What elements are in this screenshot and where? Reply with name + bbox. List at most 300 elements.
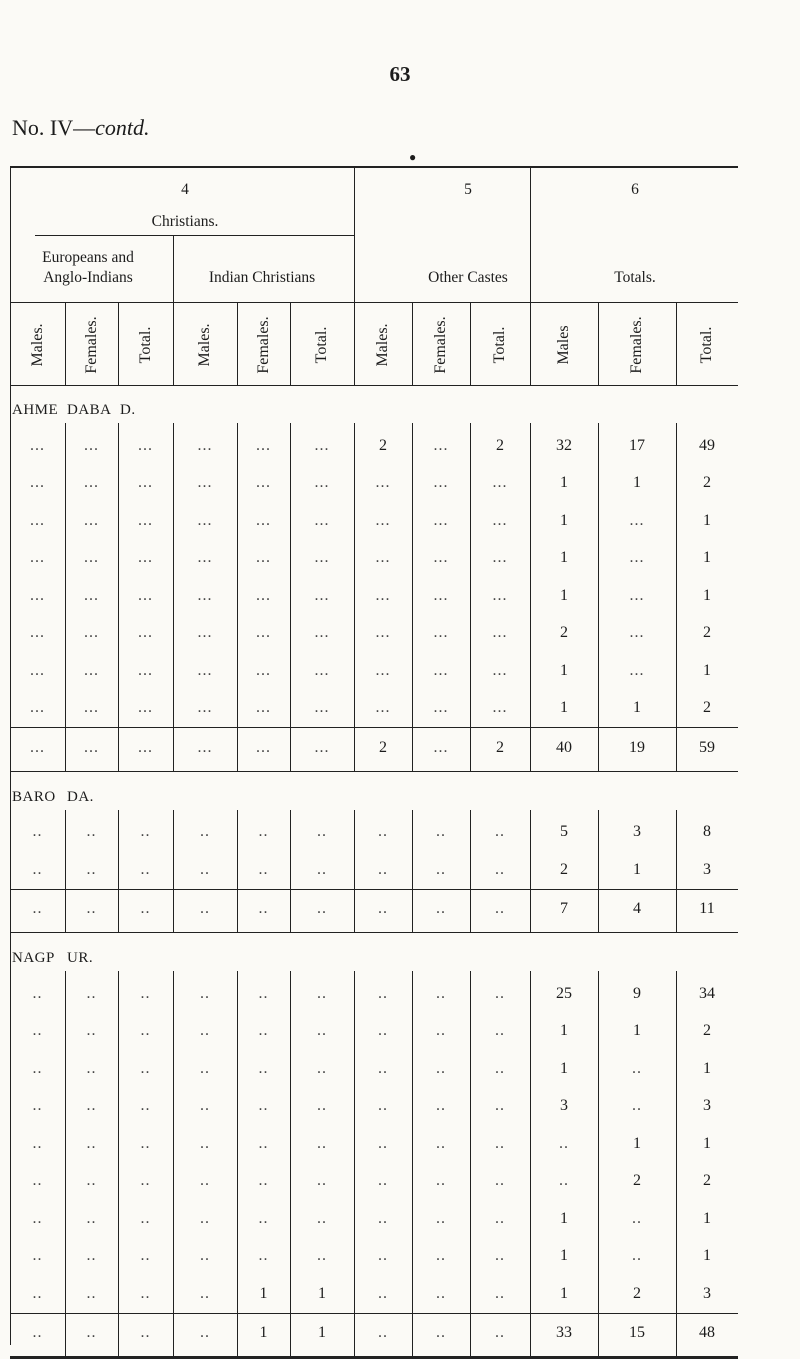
table-cell: ... <box>314 436 330 454</box>
indian-christians-header: Indian Christians <box>208 269 316 286</box>
column-rule <box>354 810 355 933</box>
table-cell: ... <box>138 699 153 717</box>
column-rule <box>290 423 291 771</box>
europeans-header <box>42 248 134 288</box>
table-cell: .. <box>378 1022 388 1040</box>
column-rule <box>676 971 677 1356</box>
table-cell: .. <box>632 1209 642 1227</box>
table-cell: 2 <box>703 1172 711 1190</box>
table-cell: 2 <box>703 1022 711 1040</box>
table-cell: ... <box>30 436 45 454</box>
column-rule <box>470 302 471 385</box>
column-rule <box>65 810 66 933</box>
table-cell: .. <box>317 1209 327 1227</box>
table-cell: 1 <box>560 661 568 679</box>
table-cell: ... <box>197 624 213 642</box>
table-cell: ... <box>30 511 45 529</box>
table-cell: .. <box>317 1059 327 1077</box>
table-cell: 1 <box>560 1059 568 1077</box>
table-cell: .. <box>436 1284 446 1302</box>
table-cell: .. <box>495 1059 505 1077</box>
table-cell: ... <box>256 436 271 454</box>
table-cell: ... <box>197 661 213 679</box>
total-cell: 4 <box>633 900 641 918</box>
table-cell: ... <box>492 624 508 642</box>
table-cell: 1 <box>703 1247 711 1265</box>
table-cell: .. <box>200 860 210 878</box>
table-cell: ... <box>84 624 99 642</box>
column-rule <box>173 810 174 933</box>
col4-number: 4 <box>181 181 189 198</box>
table-cell: 1 <box>560 586 568 604</box>
table-cell: ... <box>375 624 391 642</box>
rule <box>10 771 738 772</box>
table-cell: ... <box>314 511 330 529</box>
table-cell: .. <box>140 823 151 841</box>
table-cell: .. <box>495 984 505 1002</box>
total-cell: 2 <box>379 738 387 756</box>
table-cell: ... <box>314 549 330 567</box>
sub-header-3: Total. <box>136 326 154 364</box>
table-cell: .. <box>436 1134 446 1152</box>
total-cell: .. <box>140 900 151 918</box>
table-cell: .. <box>200 1172 210 1190</box>
table-cell: 32 <box>556 436 572 454</box>
table-cell: .. <box>436 860 446 878</box>
col4-title: Christians. <box>151 213 219 230</box>
col6-number: 6 <box>631 181 639 198</box>
total-cell: .. <box>495 900 505 918</box>
table-cell: 3 <box>560 1097 568 1115</box>
column-rule <box>470 810 471 933</box>
europeans-line2: Anglo-Indians <box>43 269 133 286</box>
column-rule <box>676 423 677 771</box>
rule <box>10 1313 738 1314</box>
table-cell: .. <box>86 984 97 1002</box>
column-rule <box>412 810 413 933</box>
table-cell: .. <box>86 1059 97 1077</box>
total-cell: ... <box>433 738 449 756</box>
table-cell: 2 <box>703 474 711 492</box>
table-cell: .. <box>86 860 97 878</box>
table-cell: .. <box>378 1134 388 1152</box>
table-cell: 1 <box>560 511 568 529</box>
table-cell: 1 <box>703 661 711 679</box>
table-cell: 8 <box>703 823 711 841</box>
column-rule <box>118 971 119 1356</box>
table-cell: .. <box>258 1059 269 1077</box>
sub-header-10: Males <box>555 325 572 365</box>
table-cell: 3 <box>703 1097 711 1115</box>
table-cell: .. <box>200 1284 210 1302</box>
table-cell: .. <box>86 1247 97 1265</box>
column-rule <box>598 971 599 1356</box>
table-cell: 2 <box>560 860 568 878</box>
table-cell: 1 <box>633 1022 641 1040</box>
sub-header-11: Females. <box>628 316 645 374</box>
table-cell: .. <box>140 1134 151 1152</box>
column-rule <box>118 423 119 771</box>
column-rule <box>676 302 677 385</box>
rule <box>10 166 738 168</box>
table-cell: .. <box>495 1134 505 1152</box>
total-cell: .. <box>495 1324 505 1342</box>
table-cell: .. <box>559 1172 569 1190</box>
table-cell: ... <box>492 699 508 717</box>
table-cell: .. <box>436 823 446 841</box>
table-cell: 2 <box>703 699 711 717</box>
table-cell: ... <box>314 624 330 642</box>
table-cell: 3 <box>703 1284 711 1302</box>
table-cell: ... <box>629 661 645 679</box>
table-cell: .. <box>140 1284 151 1302</box>
table-cell: 1 <box>633 699 641 717</box>
table-cell: ... <box>492 474 508 492</box>
table-cell: .. <box>200 1022 210 1040</box>
sub-header-2: Females. <box>82 316 100 374</box>
section-name-part: AHME <box>12 402 59 418</box>
table-cell: .. <box>86 823 97 841</box>
table-cell: ... <box>433 661 449 679</box>
total-cell: .. <box>86 900 97 918</box>
table-cell: .. <box>436 1022 446 1040</box>
column-rule <box>173 302 174 385</box>
total-cell: .. <box>378 1324 388 1342</box>
table-cell: ... <box>314 586 330 604</box>
total-cell: .. <box>317 900 327 918</box>
other-castes-header: Other Castes <box>428 269 508 286</box>
column-rule <box>173 971 174 1356</box>
table-cell: .. <box>86 1022 97 1040</box>
total-cell: .. <box>258 900 269 918</box>
section-name-part: UR. <box>67 950 94 966</box>
total-cell: ... <box>84 738 99 756</box>
rule <box>35 235 355 236</box>
table-cell: ... <box>256 474 271 492</box>
column-rule <box>354 302 355 385</box>
table-cell: 9 <box>633 984 641 1002</box>
total-cell: .. <box>436 1324 446 1342</box>
table-cell: .. <box>436 1172 446 1190</box>
total-cell: 1 <box>259 1324 268 1342</box>
table-cell: .. <box>32 1209 43 1227</box>
sub-header-6: Total. <box>313 326 330 364</box>
column-rule <box>354 166 355 302</box>
total-cell: .. <box>32 900 43 918</box>
table-cell: 17 <box>629 436 645 454</box>
table-cell: 1 <box>560 699 568 717</box>
table-cell: .. <box>258 1247 269 1265</box>
column-rule <box>237 423 238 771</box>
table-cell: .. <box>378 823 388 841</box>
column-rule <box>290 302 291 385</box>
table-cell: 1 <box>703 1134 711 1152</box>
table-cell: ... <box>30 549 45 567</box>
table-cell: ... <box>375 661 391 679</box>
column-rule <box>412 971 413 1356</box>
table-cell: .. <box>378 1097 388 1115</box>
table-cell: .. <box>495 1284 505 1302</box>
total-cell: 11 <box>699 900 715 918</box>
table-cell: 1 <box>560 1209 568 1227</box>
table-cell: .. <box>32 1134 43 1152</box>
table-cell: ... <box>138 586 153 604</box>
table-cell: ... <box>433 586 449 604</box>
section-name-part: NAGP <box>12 950 55 966</box>
table-cell: .. <box>378 1059 388 1077</box>
table-cell: .. <box>495 1247 505 1265</box>
table-cell: .. <box>258 984 269 1002</box>
total-cell: ... <box>314 738 330 756</box>
sub-header-8: Females. <box>432 316 449 374</box>
table-cell: .. <box>32 1247 43 1265</box>
table-cell: .. <box>140 1209 151 1227</box>
column-rule <box>412 423 413 771</box>
table-cell: .. <box>140 860 151 878</box>
table-cell: 1 <box>703 586 711 604</box>
table-cell: 1 <box>703 511 711 529</box>
table-cell: 1 <box>560 1022 568 1040</box>
table-cell: ... <box>492 586 508 604</box>
table-cell: .. <box>436 1247 446 1265</box>
table-cell: ... <box>30 624 45 642</box>
table-cell: ... <box>197 549 213 567</box>
rule <box>10 385 738 386</box>
table-cell: ... <box>197 436 213 454</box>
column-rule <box>65 302 66 385</box>
column-rule <box>530 810 531 933</box>
column-rule <box>470 971 471 1356</box>
table-cell: ... <box>492 511 508 529</box>
total-cell: .. <box>378 900 388 918</box>
table-cell: .. <box>32 823 43 841</box>
total-cell: .. <box>86 1324 97 1342</box>
table-cell: .. <box>86 1172 97 1190</box>
table-cell: ... <box>84 661 99 679</box>
table-cell: 1 <box>318 1284 326 1302</box>
table-cell: ... <box>197 474 213 492</box>
table-cell: ... <box>433 511 449 529</box>
table-cell: ... <box>138 624 153 642</box>
table-cell: ... <box>314 474 330 492</box>
page-number: 63 <box>389 62 411 86</box>
table-cell: .. <box>32 984 43 1002</box>
table-cell: .. <box>200 1059 210 1077</box>
table-cell: .. <box>378 1209 388 1227</box>
table-cell: .. <box>32 860 43 878</box>
table-cell: 1 <box>703 1209 711 1227</box>
table-cell: .. <box>258 823 269 841</box>
table-cell: .. <box>436 1059 446 1077</box>
table-cell: .. <box>200 823 210 841</box>
table-cell: .. <box>140 1097 151 1115</box>
table-cell: 1 <box>703 549 711 567</box>
table-cell: ... <box>375 586 391 604</box>
total-cell: 48 <box>699 1324 715 1342</box>
table-cell: .. <box>200 1134 210 1152</box>
column-rule <box>530 302 531 385</box>
table-cell: 2 <box>496 436 504 454</box>
column-rule <box>237 971 238 1356</box>
table-cell: ... <box>138 661 153 679</box>
total-cell: 40 <box>556 738 572 756</box>
table-cell: 1 <box>633 474 641 492</box>
table-cell: .. <box>317 1022 327 1040</box>
table-cell: .. <box>32 1172 43 1190</box>
table-cell: .. <box>86 1097 97 1115</box>
column-rule <box>470 423 471 771</box>
total-cell: ... <box>30 738 45 756</box>
table-cell: .. <box>495 1209 505 1227</box>
table-cell: .. <box>317 984 327 1002</box>
table-cell: .. <box>317 1134 327 1152</box>
section-name-part: DABA <box>67 402 112 418</box>
table-cell: ... <box>138 511 153 529</box>
table-cell: .. <box>140 1022 151 1040</box>
column-rule <box>598 423 599 771</box>
table-cell: .. <box>317 1172 327 1190</box>
table-cell: .. <box>32 1022 43 1040</box>
column-rule <box>354 971 355 1356</box>
total-cell: .. <box>200 1324 210 1342</box>
table-cell: .. <box>258 1097 269 1115</box>
table-cell: .. <box>378 984 388 1002</box>
column-rule <box>173 235 174 302</box>
total-cell: .. <box>32 1324 43 1342</box>
table-caption <box>12 115 150 141</box>
column-rule <box>676 810 677 933</box>
table-cell: 2 <box>379 436 387 454</box>
table-cell: ... <box>84 511 99 529</box>
table-cell: 2 <box>560 624 568 642</box>
table-cell: ... <box>433 624 449 642</box>
table-cell: .. <box>258 1209 269 1227</box>
table-cell: ... <box>629 624 645 642</box>
table-cell: .. <box>32 1097 43 1115</box>
table-cell: .. <box>140 984 151 1002</box>
total-cell: 33 <box>556 1324 572 1342</box>
table-cell: 1 <box>633 860 641 878</box>
section-name-part: DA. <box>67 788 94 805</box>
column-rule <box>598 302 599 385</box>
total-cell: ... <box>138 738 153 756</box>
total-cell: .. <box>200 900 210 918</box>
totals-header: Totals. <box>614 269 656 286</box>
section-name-part: BARO <box>12 788 56 805</box>
table-cell: .. <box>378 1284 388 1302</box>
table-cell: ... <box>629 586 645 604</box>
table-cell: .. <box>86 1134 97 1152</box>
table-cell: 2 <box>703 624 711 642</box>
table-cell: ... <box>375 474 391 492</box>
table-cell: ... <box>30 586 45 604</box>
table-cell: .. <box>317 823 327 841</box>
table-cell: 1 <box>259 1284 268 1302</box>
table-cell: .. <box>559 1134 569 1152</box>
column-rule <box>530 423 531 771</box>
column-rule <box>65 423 66 771</box>
table-cell: .. <box>632 1059 642 1077</box>
table-cell: ... <box>30 661 45 679</box>
table-cell: .. <box>495 860 505 878</box>
table-cell: .. <box>258 1172 269 1190</box>
table-cell: ... <box>256 699 271 717</box>
table-cell: ... <box>433 436 449 454</box>
table-cell: 1 <box>633 1134 641 1152</box>
caption-main: No. IV— <box>12 115 96 140</box>
column-rule <box>290 810 291 933</box>
rule <box>10 889 738 890</box>
table-cell: .. <box>200 984 210 1002</box>
table-cell: .. <box>86 1284 97 1302</box>
total-cell: .. <box>140 1324 151 1342</box>
table-cell: .. <box>495 1172 505 1190</box>
table-cell: 1 <box>560 1247 568 1265</box>
total-cell: 15 <box>629 1324 645 1342</box>
table-cell: 5 <box>560 823 568 841</box>
total-cell: 7 <box>560 900 568 918</box>
table-cell: ... <box>138 474 153 492</box>
table-cell: .. <box>317 860 327 878</box>
sub-header-12: Total. <box>698 326 715 364</box>
table-cell: .. <box>378 1172 388 1190</box>
table-cell: 2 <box>633 1284 641 1302</box>
table-cell: .. <box>258 860 269 878</box>
column-rule <box>118 810 119 933</box>
total-cell: 1 <box>318 1324 326 1342</box>
table-cell: .. <box>378 1247 388 1265</box>
col5-number: 5 <box>464 181 472 198</box>
stray-dot: ● <box>409 150 417 164</box>
table-cell: ... <box>138 436 153 454</box>
table-cell: ... <box>256 549 271 567</box>
table-cell: ... <box>84 436 99 454</box>
table-cell: .. <box>632 1247 642 1265</box>
table-cell: .. <box>200 1209 210 1227</box>
table-cell: ... <box>197 511 213 529</box>
column-rule <box>412 302 413 385</box>
europeans-line1: Europeans and <box>42 249 134 266</box>
column-rule <box>237 810 238 933</box>
table-cell: ... <box>138 549 153 567</box>
table-cell: .. <box>86 1209 97 1227</box>
table-cell: ... <box>30 474 45 492</box>
sub-header-7: Males. <box>374 323 391 367</box>
table-cell: ... <box>256 624 271 642</box>
table-cell: ... <box>375 699 391 717</box>
table-cell: ... <box>492 549 508 567</box>
column-rule <box>530 166 531 302</box>
column-rule <box>173 423 174 771</box>
table-cell: ... <box>84 474 99 492</box>
caption-contd: contd. <box>95 115 150 140</box>
table-cell: .. <box>317 1097 327 1115</box>
table-cell: .. <box>317 1247 327 1265</box>
table-cell: ... <box>256 661 271 679</box>
table-cell: ... <box>256 586 271 604</box>
table-cell: .. <box>258 1134 269 1152</box>
table-cell: .. <box>632 1097 642 1115</box>
column-rule <box>237 302 238 385</box>
table-cell: ... <box>629 511 645 529</box>
sub-header-9: Total. <box>491 326 508 364</box>
sub-header-1: Males. <box>28 323 46 367</box>
table-cell: .. <box>436 984 446 1002</box>
total-cell: 19 <box>629 738 645 756</box>
total-cell: 2 <box>496 738 504 756</box>
total-cell: .. <box>436 900 446 918</box>
sub-header-4: Males. <box>196 323 213 367</box>
